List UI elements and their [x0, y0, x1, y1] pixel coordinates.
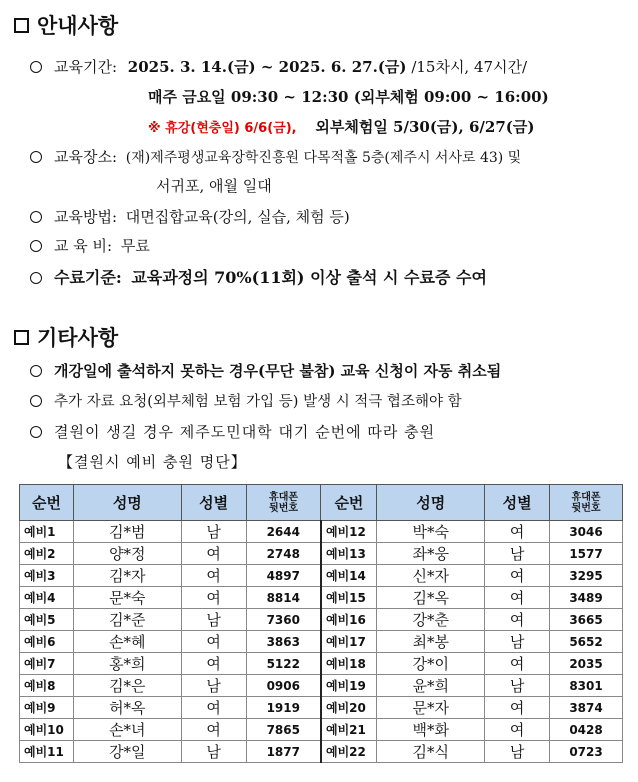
cell-phone: 2644 — [246, 521, 321, 543]
circle-bullet-icon — [30, 151, 42, 163]
completion-label: 수료기준: — [54, 268, 122, 287]
header-no: 순번 — [321, 485, 377, 521]
cell-name: 신*자 — [377, 565, 485, 587]
section-title: 기타사항 — [37, 326, 119, 350]
header-name: 성명 — [73, 485, 181, 521]
table-header-row — [20, 485, 623, 521]
cell-gender: 여 — [181, 565, 246, 587]
cell-no: 예비14 — [321, 565, 377, 587]
cell-gender: 남 — [485, 631, 550, 653]
cell-no: 예비2 — [20, 543, 74, 565]
cell-phone: 8814 — [246, 587, 321, 609]
cell-no: 예비11 — [20, 741, 74, 763]
header-phone — [550, 485, 623, 521]
cell-phone: 2748 — [246, 543, 321, 565]
place-line-2: 서귀포, 애월 일대 — [156, 177, 272, 195]
cell-name: 문*숙 — [73, 587, 181, 609]
cell-name: 허*옥 — [73, 697, 181, 719]
circle-bullet-icon — [30, 211, 42, 223]
cell-no: 예비13 — [321, 543, 377, 565]
cell-gender: 여 — [181, 697, 246, 719]
header-phone-line1: 휴대폰 — [269, 491, 299, 503]
cell-no: 예비6 — [20, 631, 74, 653]
cell-no: 예비16 — [321, 609, 377, 631]
circle-bullet-icon — [30, 272, 42, 284]
header-phone-line2: 뒷번호 — [269, 502, 299, 514]
cell-name: 김*옥 — [377, 587, 485, 609]
cell-gender: 남 — [485, 543, 550, 565]
cell-no: 예비3 — [20, 565, 74, 587]
cell-no: 예비9 — [20, 697, 74, 719]
cell-phone: 7865 — [246, 719, 321, 741]
header-gender: 성별 — [181, 485, 246, 521]
field-days: 외부체험일 5/30(금), 6/27(금) — [315, 118, 535, 136]
cell-no: 예비21 — [321, 719, 377, 741]
cell-name: 김*은 — [73, 675, 181, 697]
cell-gender: 남 — [485, 741, 550, 763]
cell-phone: 3046 — [550, 521, 623, 543]
cell-gender: 여 — [485, 521, 550, 543]
cell-phone: 0428 — [550, 719, 623, 741]
cell-name: 김*자 — [73, 565, 181, 587]
cell-phone: 5652 — [550, 631, 623, 653]
period-label: 교육기간: — [54, 58, 118, 76]
header-phone-line2: 뒷번호 — [571, 502, 601, 514]
circle-bullet-icon — [30, 365, 42, 377]
cell-phone: 2035 — [550, 653, 623, 675]
notice-item-3-text: 결원이 생길 경우 제주도민대학 대기 순번에 따라 충원 — [54, 423, 436, 441]
cell-gender: 여 — [485, 565, 550, 587]
method-label: 교육방법: — [54, 208, 118, 226]
completion-value: 교육과정의 70%(11회) 이상 출석 시 수료증 수여 — [131, 268, 487, 287]
cell-gender: 남 — [485, 675, 550, 697]
holiday-line — [148, 116, 534, 137]
method-value: 대면집합교육(강의, 실습, 체험 등) — [125, 208, 350, 226]
section-heading-notice — [14, 10, 118, 40]
circle-bullet-icon — [30, 61, 42, 73]
notice-item-1-text: 개강일에 출석하지 못하는 경우(무단 불참) 교육 신청이 자동 취소됨 — [54, 362, 502, 380]
completion-line — [30, 265, 487, 288]
reserve-list-title: 【결원시 예비 충원 명단】 — [58, 453, 247, 471]
circle-bullet-icon — [30, 426, 42, 438]
cell-no: 예비15 — [321, 587, 377, 609]
checkbox-square-icon — [14, 18, 29, 33]
cell-name: 양*정 — [73, 543, 181, 565]
cell-no: 예비18 — [321, 653, 377, 675]
fee-value: 무료 — [120, 237, 150, 255]
cell-gender: 여 — [181, 587, 246, 609]
cell-name: 손*녀 — [73, 719, 181, 741]
cell-phone: 3295 — [550, 565, 623, 587]
place-label: 교육장소: — [54, 148, 118, 166]
header-no: 순번 — [20, 485, 74, 521]
cell-phone: 7360 — [246, 609, 321, 631]
cell-phone: 8301 — [550, 675, 623, 697]
header-name: 성명 — [377, 485, 485, 521]
cell-name: 김*식 — [377, 741, 485, 763]
table-row — [20, 741, 623, 763]
cell-phone: 1919 — [246, 697, 321, 719]
cell-phone: 5122 — [246, 653, 321, 675]
method-line — [30, 206, 350, 227]
cell-gender: 남 — [181, 609, 246, 631]
section-title: 안내사항 — [37, 14, 119, 38]
cell-phone: 1877 — [246, 741, 321, 763]
cell-phone: 3489 — [550, 587, 623, 609]
section-heading-other — [14, 322, 118, 352]
table-row — [20, 653, 623, 675]
circle-bullet-icon — [30, 240, 42, 252]
header-gender: 성별 — [485, 485, 550, 521]
cell-no: 예비8 — [20, 675, 74, 697]
cell-no: 예비5 — [20, 609, 74, 631]
cell-name: 김*준 — [73, 609, 181, 631]
cell-phone: 0906 — [246, 675, 321, 697]
cell-gender: 여 — [485, 653, 550, 675]
header-phone-line1: 휴대폰 — [571, 491, 601, 503]
cell-gender: 여 — [181, 543, 246, 565]
table-row — [20, 609, 623, 631]
cell-no: 예비22 — [321, 741, 377, 763]
cell-name: 강*춘 — [377, 609, 485, 631]
cell-no: 예비7 — [20, 653, 74, 675]
period-extra: /15차시, 47시간/ — [411, 58, 528, 76]
cell-no: 예비17 — [321, 631, 377, 653]
checkbox-square-icon — [14, 330, 29, 345]
table-row — [20, 631, 623, 653]
cell-gender: 남 — [181, 521, 246, 543]
reserve-list-table — [19, 484, 623, 763]
notice-item-2-text: 추가 자료 요청(외부체험 보험 가입 등) 발생 시 적극 협조해야 함 — [54, 394, 462, 410]
cell-gender: 여 — [485, 719, 550, 741]
cell-gender: 여 — [181, 631, 246, 653]
cell-no: 예비10 — [20, 719, 74, 741]
cell-no: 예비19 — [321, 675, 377, 697]
cell-name: 좌*웅 — [377, 543, 485, 565]
schedule-line: 매주 금요일 09:30 ~ 12:30 (외부체험 09:00 ~ 16:00) — [148, 88, 549, 106]
period-value: 2025. 3. 14.(금) ~ 2025. 6. 27.(금) — [127, 58, 407, 76]
place-line — [30, 146, 521, 167]
table-row — [20, 543, 623, 565]
cell-phone: 3874 — [550, 697, 623, 719]
cell-name: 최*봉 — [377, 631, 485, 653]
cell-name: 윤*희 — [377, 675, 485, 697]
cell-gender: 남 — [181, 675, 246, 697]
place-value: (재)제주평생교육장학진흥원 다목적홀 5층(제주시 서사로 43) 및 — [125, 150, 522, 166]
holiday-notice: ※ 휴강(현충일) 6/6(금), — [148, 121, 297, 136]
table-row — [20, 521, 623, 543]
cell-name: 박*숙 — [377, 521, 485, 543]
cell-name: 홍*희 — [73, 653, 181, 675]
cell-phone: 4897 — [246, 565, 321, 587]
cell-name: 강*일 — [73, 741, 181, 763]
cell-phone: 1577 — [550, 543, 623, 565]
cell-name: 김*범 — [73, 521, 181, 543]
header-phone — [246, 485, 321, 521]
cell-gender: 여 — [181, 719, 246, 741]
cell-phone: 3863 — [246, 631, 321, 653]
fee-label: 교 육 비: — [54, 237, 113, 255]
cell-name: 문*자 — [377, 697, 485, 719]
fee-line — [30, 235, 150, 256]
notice-item-1 — [30, 360, 501, 381]
circle-bullet-icon — [30, 395, 42, 407]
cell-no: 예비4 — [20, 587, 74, 609]
notice-item-2 — [30, 390, 462, 411]
cell-phone: 0723 — [550, 741, 623, 763]
cell-gender: 여 — [181, 653, 246, 675]
table-row — [20, 697, 623, 719]
table-row — [20, 587, 623, 609]
cell-gender: 여 — [485, 697, 550, 719]
table-row — [20, 565, 623, 587]
cell-name: 손*혜 — [73, 631, 181, 653]
cell-no: 예비12 — [321, 521, 377, 543]
cell-no: 예비1 — [20, 521, 74, 543]
period-line — [30, 56, 527, 77]
cell-no: 예비20 — [321, 697, 377, 719]
cell-name: 백*화 — [377, 719, 485, 741]
cell-phone: 3665 — [550, 609, 623, 631]
cell-gender: 여 — [485, 609, 550, 631]
cell-gender: 남 — [181, 741, 246, 763]
table-row — [20, 675, 623, 697]
cell-name: 강*이 — [377, 653, 485, 675]
cell-gender: 여 — [485, 587, 550, 609]
table-row — [20, 719, 623, 741]
notice-item-3 — [30, 421, 435, 442]
